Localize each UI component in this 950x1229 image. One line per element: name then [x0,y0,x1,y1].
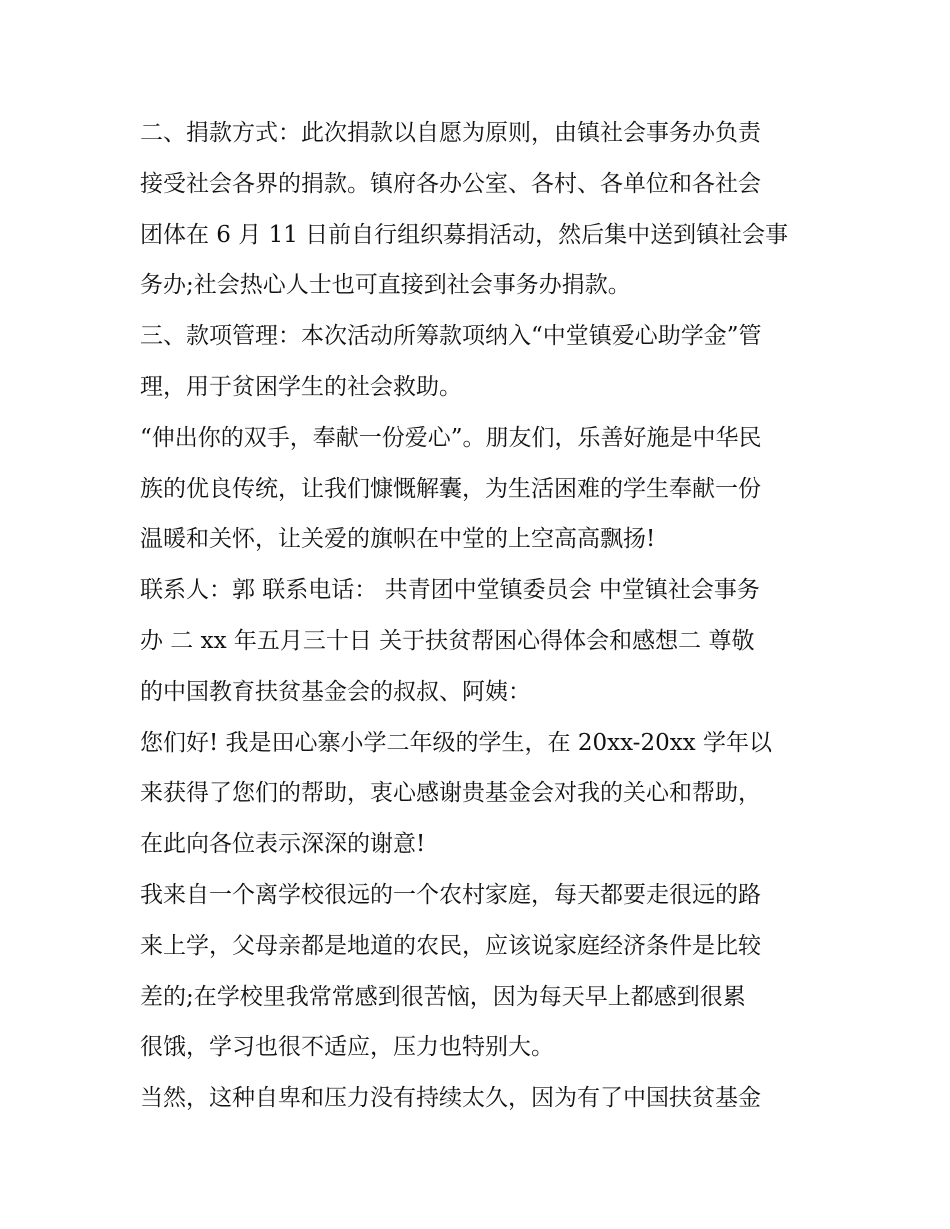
text-line: 很饿，学习也很不适应，压力也特别大。 [140,1034,554,1061]
text-line: 理，用于贫困学生的社会救助。 [140,373,462,400]
text-line: 差的;在学校里我常常感到很苦恼，因为每天早上都感到很累 [140,983,746,1010]
document-body [140,108,820,1124]
text-line: 办 二 xx 年五月三十日 关于扶贫帮困心得体会和感想二 尊敬 [140,627,755,654]
text-line: 族的优良传统，让我们慷慨解囊，为生活困难的学生奉献一份 [140,475,761,502]
text-line: 的中国教育扶贫基金会的叔叔、阿姨： [140,678,531,705]
text-line: 温暖和关怀，让关爱的旗帜在中堂的上空高高飘扬! [140,526,656,553]
text-line: 务办;社会热心人士也可直接到社会事务办捐款。 [140,272,631,299]
text-line: 您们好! 我是田心寨小学二年级的学生，在 20xx-20xx 学年以 [140,729,772,756]
text-line: 团体在 6 月 11 日前自行组织募捐活动，然后集中送到镇社会事 [140,221,789,248]
text-line: 我来自一个离学校很远的一个农村家庭，每天都要走很远的路 [140,881,761,908]
text-line: 来获得了您们的帮助，衷心感谢贵基金会对我的关心和帮助， [140,780,761,807]
text-line: 三、款项管理：本次活动所筹款项纳入“中堂镇爱心助学金”管 [140,323,762,350]
text-line: 来上学，父母亲都是地道的农民，应该说家庭经济条件是比较 [140,932,761,959]
text-line: 接受社会各界的捐款。镇府各办公室、各村、各单位和各社会 [140,170,761,197]
text-line: “伸出你的双手，奉献一份爱心”。朋友们，乐善好施是中华民 [140,424,762,451]
text-line: 联系人：郭 联系电话： 共青团中堂镇委员会 中堂镇社会事务 [140,577,760,604]
text-line: 二、捐款方式：此次捐款以自愿为原则，由镇社会事务办负责 [140,120,761,146]
text-line: 当然，这种自卑和压力没有持续太久，因为有了中国扶贫基金 [140,1085,761,1112]
text-line: 在此向各位表示深深的谢意! [140,831,426,858]
